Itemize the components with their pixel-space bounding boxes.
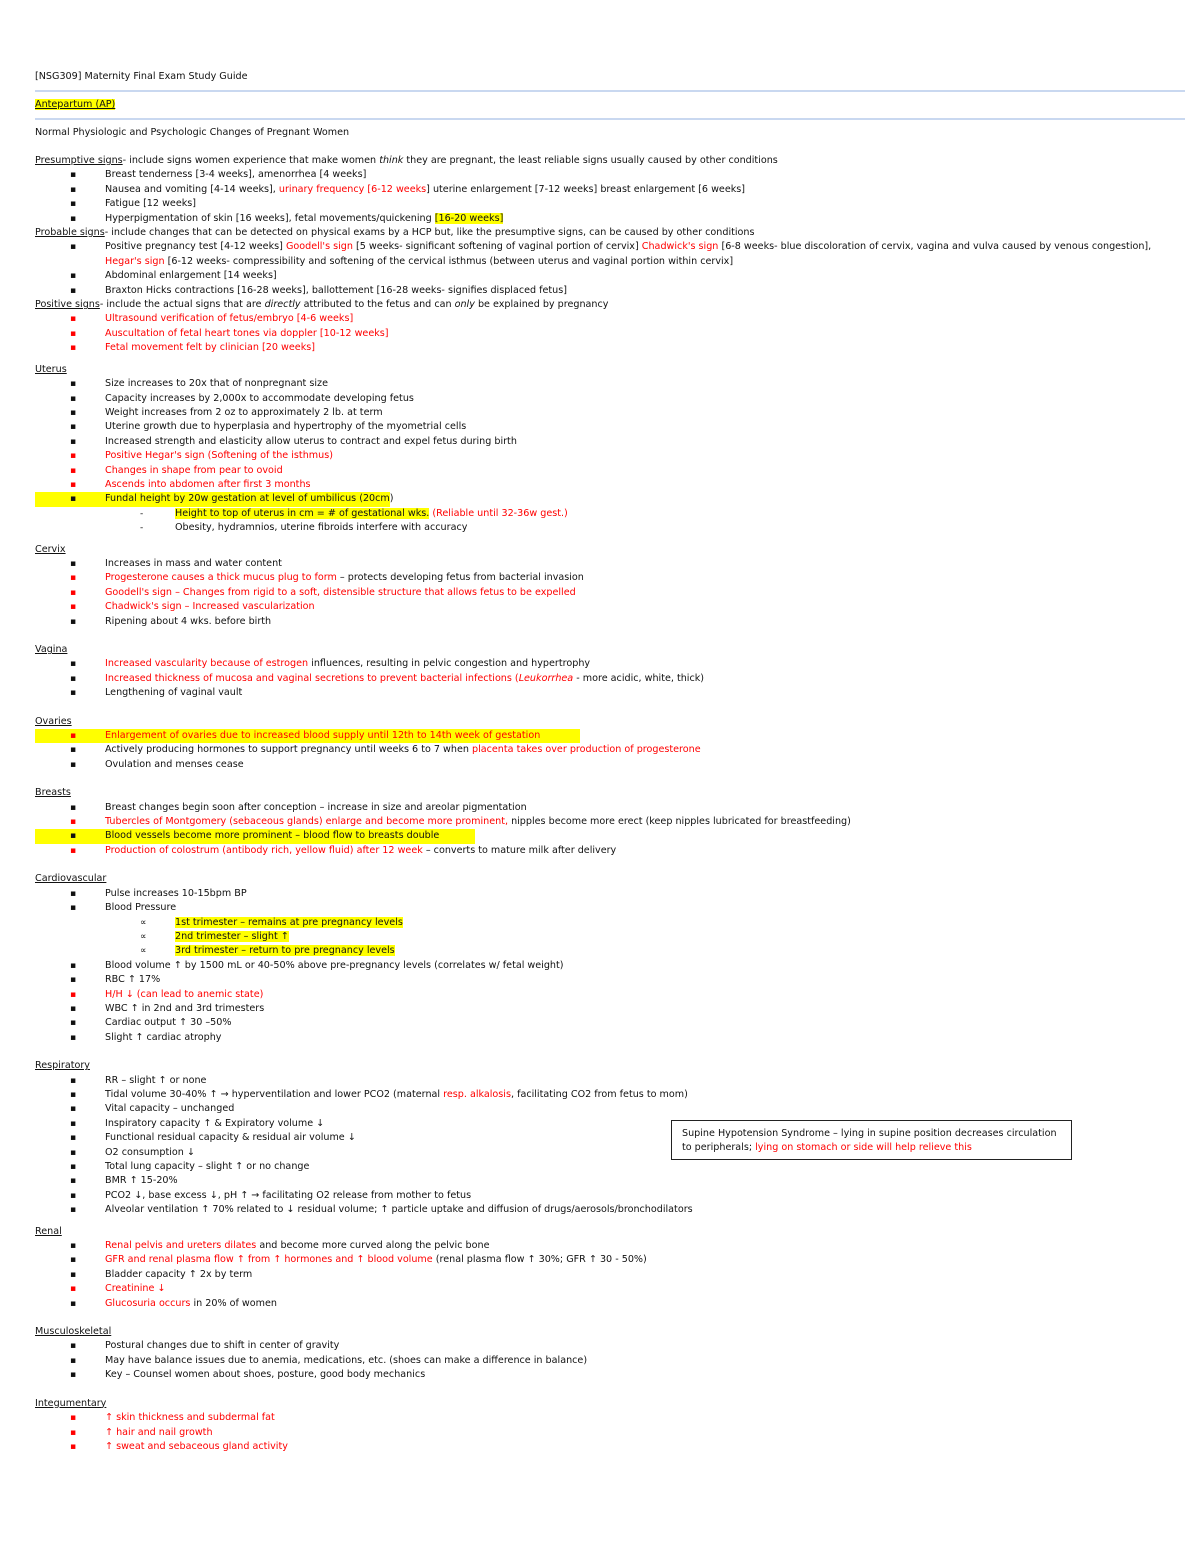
list-item: ▪ Increased strength and elasticity allow uterus to contract and expel fetus during birth	[35, 435, 1185, 449]
vagina-list	[35, 657, 1185, 700]
list-item: ▪ ↑ skin thickness and subdermal fat	[35, 1411, 1185, 1425]
list-item: ▪ Creatinine ↓	[35, 1282, 1185, 1296]
vagina-heading: Vagina	[35, 644, 68, 655]
list-item: ▪ Uterine growth due to hyperplasia and hypertrophy of the myometrial cells	[35, 420, 1185, 434]
part-heading: Antepartum (AP)	[35, 99, 116, 110]
musculoskeletal-list	[35, 1339, 1185, 1382]
renal-list	[35, 1239, 1185, 1311]
list-item: ▪ Chadwick's sign – Increased vascularization	[35, 600, 1185, 614]
list-item: ▪ Fundal height by 20w gestation at level of umbilicus (20cm)	[35, 492, 1185, 506]
bp-item: ∝ 2nd trimester – slight ↑	[35, 930, 1185, 944]
list-item: ▪ PCO2 ↓, base excess ↓, pH ↑ → facilitating O2 release from mother to fetus	[35, 1189, 1185, 1203]
sub-item: - Height to top of uterus in cm = # of gestational wks. (Reliable until 32-36w gest.)	[35, 507, 1185, 521]
list-item: ▪ Functional residual capacity & residual air volume ↓	[35, 1131, 1185, 1145]
list-item: ▪ RBC ↑ 17%	[35, 973, 1185, 987]
list-item: ▪ Total lung capacity – slight ↑ or no change	[35, 1160, 1185, 1174]
list-item: ▪ Lengthening of vaginal vault	[35, 686, 1185, 700]
list-item: ▪ Ascends into abdomen after first 3 months	[35, 478, 1185, 492]
list-item: ▪ Blood Pressure	[35, 901, 1185, 915]
positive-signs-list	[35, 312, 1185, 355]
ovaries-list	[35, 729, 1185, 772]
list-item: ▪ Bladder capacity ↑ 2x by term	[35, 1268, 1185, 1282]
list-item: ▪ WBC ↑ in 2nd and 3rd trimesters	[35, 1002, 1185, 1016]
list-item: ▪ Ovulation and menses cease	[35, 758, 1185, 772]
divider	[35, 90, 1185, 92]
list-item: ▪ Breast tenderness [3-4 weeks], amenorrhea [4 weeks]	[35, 168, 1185, 182]
list-item: ▪ Cardiac output ↑ 30 –50%	[35, 1016, 1185, 1030]
probable-signs-heading: Probable signs- include changes that can be detected on physical exams by a HCP but, like the presumptive signs, can be caused by other conditions	[35, 227, 755, 239]
list-item: ▪ Slight ↑ cardiac atrophy	[35, 1031, 1185, 1045]
list-item: ▪ O2 consumption ↓	[35, 1146, 1185, 1160]
ovaries-heading: Ovaries	[35, 715, 72, 727]
renal-heading: Renal	[35, 1225, 62, 1237]
list-item: ▪ Auscultation of fetal heart tones via doppler [10-12 weeks]	[35, 327, 1185, 341]
list-item: ▪ Tubercles of Montgomery (sebaceous glands) enlarge and become more prominent, nipples become more erect (keep nipples lubricated for breastfeeding)	[35, 815, 1185, 829]
list-item: ▪ Weight increases from 2 oz to approximately 2 lb. at term	[35, 406, 1185, 420]
uterus-heading: Uterus	[35, 363, 67, 375]
cardiovascular-heading: Cardiovascular	[35, 873, 107, 885]
bp-item: ∝ 3rd trimester – return to pre pregnancy levels	[35, 944, 1185, 958]
list-item: ▪ Key – Counsel women about shoes, posture, good body mechanics	[35, 1368, 1185, 1382]
list-item: ▪ RR – slight ↑ or none	[35, 1074, 1185, 1088]
list-item: ▪ Vital capacity – unchanged	[35, 1102, 1185, 1116]
presumptive-signs-heading: Presumptive signs- include signs women experience that make women think they are pregnant, the least reliable signs usually caused by other conditions	[35, 155, 778, 166]
list-item: ▪ Breast changes begin soon after conception – increase in size and areolar pigmentation	[35, 801, 1185, 815]
bp-item: ∝ 1st trimester – remains at pre pregnancy levels	[35, 916, 1185, 930]
positive-signs-heading: Positive signs- include the actual signs that are directly attributed to the fetus and can only be explained by pregnancy	[35, 299, 609, 311]
list-item: ▪ Braxton Hicks contractions [16-28 weeks], ballottement [16-28 weeks- signifies displaced fetus]	[35, 284, 1185, 298]
list-item: ▪ Positive pregnancy test [4-12 weeks] Goodell's sign [5 weeks- significant softening of vaginal portion of cervix] Chadwick's sign [6-8 weeks- blue discoloration of cervix, vagina and vulva caused by venous congestion], Hegar's sign [6-12 weeks- compressibility and softening of the cervical isthmus (between uterus and vaginal portion within cervix]	[35, 240, 1185, 269]
list-item: ▪ Enlargement of ovaries due to increased blood supply until 12th to 14th week of gestation	[35, 729, 1185, 743]
list-item: ▪ Inspiratory capacity ↑ & Expiratory volume ↓	[35, 1117, 1185, 1131]
breasts-list	[35, 801, 1185, 859]
supine-hypotension-callout: Supine Hypotension Syndrome – lying in supine position decreases circulation to peripherals; lying on stomach or side will help relieve this	[671, 1120, 1072, 1160]
section-subtitle: Normal Physiologic and Psychologic Changes of Pregnant Women	[35, 127, 350, 138]
breasts-heading: Breasts	[35, 787, 71, 799]
respiratory-heading: Respiratory	[35, 1060, 90, 1072]
presumptive-signs-list	[35, 168, 1185, 226]
cardiovascular-list	[35, 887, 1185, 1045]
uterus-list	[35, 377, 1185, 535]
list-item: ▪ Size increases to 20x that of nonpregnant size	[35, 377, 1185, 391]
list-item: ▪ ↑ hair and nail growth	[35, 1426, 1185, 1440]
list-item: ▪ Blood volume ↑ by 1500 mL or 40-50% above pre-pregnancy levels (correlates w/ fetal weight)	[35, 959, 1185, 973]
document-title: [NSG309] Maternity Final Exam Study Guide	[35, 71, 248, 82]
list-item: ▪ Glucosuria occurs in 20% of women	[35, 1297, 1185, 1311]
list-item: ▪ Increases in mass and water content	[35, 557, 1185, 571]
list-item: ▪ Alveolar ventilation ↑ 70% related to ↓ residual volume; ↑ particle uptake and diffusion of drugs/aerosols/bronchodilators	[35, 1203, 1185, 1217]
cervix-heading: Cervix	[35, 543, 66, 555]
probable-signs-list	[35, 240, 1185, 298]
integumentary-heading: Integumentary	[35, 1397, 107, 1409]
list-item: ▪ Abdominal enlargement [14 weeks]	[35, 269, 1185, 283]
musculoskeletal-heading: Musculoskeletal	[35, 1326, 112, 1338]
sub-item: - Obesity, hydramnios, uterine fibroids interfere with accuracy	[35, 521, 1185, 535]
list-item: ▪ Renal pelvis and ureters dilates and become more curved along the pelvic bone	[35, 1239, 1185, 1253]
divider	[35, 118, 1185, 120]
cervix-list	[35, 557, 1185, 629]
list-item: ▪ Ripening about 4 wks. before birth	[35, 615, 1185, 629]
list-item: ▪ Changes in shape from pear to ovoid	[35, 464, 1185, 478]
study-guide-page	[35, 70, 1185, 1454]
list-item: ▪ ↑ sweat and sebaceous gland activity	[35, 1440, 1185, 1454]
list-item: ▪ May have balance issues due to anemia, medications, etc. (shoes can make a difference in balance)	[35, 1354, 1185, 1368]
list-item: ▪ Postural changes due to shift in center of gravity	[35, 1339, 1185, 1353]
list-item: ▪ Tidal volume 30-40% ↑ → hyperventilation and lower PCO2 (maternal resp. alkalosis, facilitating CO2 from fetus to mom)	[35, 1088, 1185, 1102]
integumentary-list	[35, 1411, 1185, 1454]
list-item: ▪ Actively producing hormones to support pregnancy until weeks 6 to 7 when placenta takes over production of progesterone	[35, 743, 1185, 757]
list-item: ▪ H/H ↓ (can lead to anemic state)	[35, 988, 1185, 1002]
list-item: ▪ Positive Hegar's sign (Softening of the isthmus)	[35, 449, 1185, 463]
list-item: ▪ Hyperpigmentation of skin [16 weeks], fetal movements/quickening [16-20 weeks]	[35, 212, 1185, 226]
list-item: ▪ Fetal movement felt by clinician [20 weeks]	[35, 341, 1185, 355]
list-item: ▪ Nausea and vomiting [4-14 weeks], urinary frequency [6-12 weeks] uterine enlargement [7-12 weeks] breast enlargement [6 weeks]	[35, 183, 1185, 197]
list-item: ▪ Pulse increases 10-15bpm BP	[35, 887, 1185, 901]
list-item: ▪ GFR and renal plasma flow ↑ from ↑ hormones and ↑ blood volume (renal plasma flow ↑ 30%; GFR ↑ 30 - 50%)	[35, 1253, 1185, 1267]
list-item: ▪ Production of colostrum (antibody rich, yellow fluid) after 12 week – converts to mature milk after delivery	[35, 844, 1185, 858]
list-item: ▪ Capacity increases by 2,000x to accommodate developing fetus	[35, 392, 1185, 406]
list-item: ▪ Increased vascularity because of estrogen influences, resulting in pelvic congestion and hypertrophy	[35, 657, 1185, 671]
list-item: ▪ Goodell's sign – Changes from rigid to a soft, distensible structure that allows fetus to be expelled	[35, 586, 1185, 600]
list-item: ▪ Fatigue [12 weeks]	[35, 197, 1185, 211]
list-item: ▪ Ultrasound verification of fetus/embryo [4-6 weeks]	[35, 312, 1185, 326]
list-item: ▪ BMR ↑ 15-20%	[35, 1174, 1185, 1188]
list-item: ▪ Blood vessels become more prominent – blood flow to breasts double	[35, 829, 1185, 843]
list-item: ▪ Progesterone causes a thick mucus plug to form – protects developing fetus from bacterial invasion	[35, 571, 1185, 585]
list-item: ▪ Increased thickness of mucosa and vaginal secretions to prevent bacterial infections (Leukorrhea - more acidic, white, thick)	[35, 672, 1185, 686]
